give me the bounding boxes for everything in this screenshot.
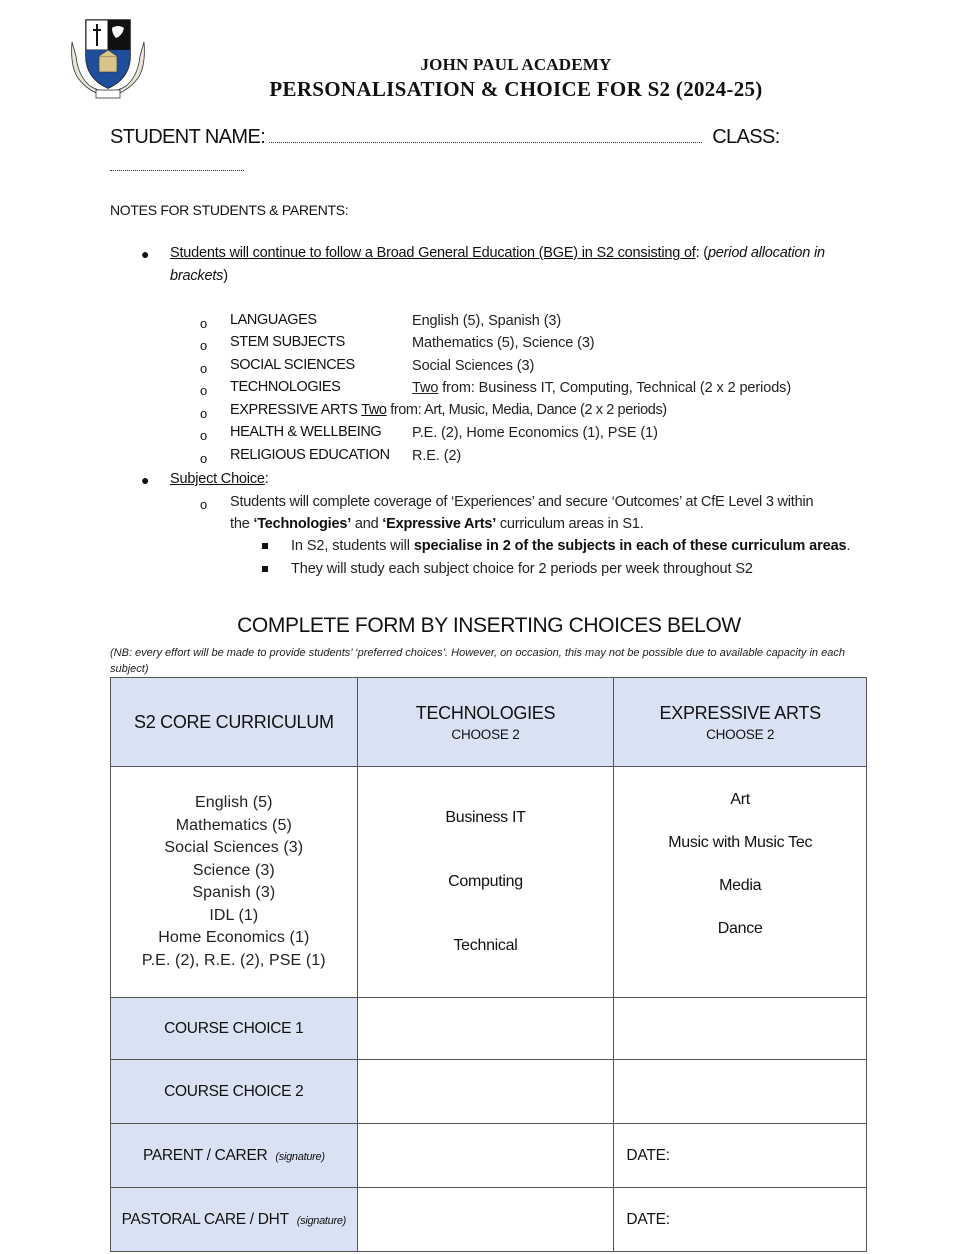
bullet-icon: ● bbox=[141, 472, 150, 488]
list-item: Spanish (3) bbox=[192, 884, 276, 901]
course-choice-2-arts-field[interactable] bbox=[614, 1060, 867, 1124]
pastoral-signature-field[interactable] bbox=[357, 1188, 614, 1252]
pastoral-care-label: PASTORAL CARE / DHT (signature) bbox=[111, 1188, 358, 1252]
subject-value: Two from: Business IT, Computing, Technical (2 x 2 periods) bbox=[412, 380, 792, 396]
subject-label: EXPRESSIVE ARTS Two from: Art, Music, Media, Dance (2 x 2 periods) bbox=[230, 402, 667, 418]
technologies-list bbox=[357, 767, 614, 998]
course-choice-2-technologies-field[interactable] bbox=[357, 1060, 614, 1124]
list-item: Science (3) bbox=[192, 861, 275, 879]
choices-table bbox=[110, 677, 867, 1252]
course-choice-2-label: COURSE CHOICE 2 bbox=[111, 1060, 358, 1124]
list-item: Art bbox=[730, 791, 750, 808]
list-item: Media bbox=[719, 877, 762, 894]
parent-carer-label: PARENT / CARER (signature) bbox=[111, 1124, 358, 1188]
list-item: Music with Music Tec bbox=[668, 834, 813, 851]
list-item: English (5) bbox=[195, 794, 273, 811]
parent-signature-field[interactable] bbox=[357, 1124, 614, 1188]
sub-bullet-icon: o bbox=[200, 451, 208, 466]
list-item: Business IT bbox=[445, 809, 526, 826]
student-row bbox=[110, 126, 780, 149]
coverage-text-2: the ‘Technologies’ and ‘Expressive Arts’ curriculum areas in S1. bbox=[230, 516, 644, 532]
subject-choice-label: Subject Choice: bbox=[170, 471, 269, 487]
square-bullet-icon bbox=[262, 566, 268, 572]
course-choice-1-arts-field[interactable] bbox=[614, 998, 867, 1060]
list-item: Mathematics (5) bbox=[175, 816, 292, 834]
specialise-text: In S2, students will specialise in 2 of the subjects in each of these curriculum areas. bbox=[291, 538, 851, 554]
header-core: S2 CORE CURRICULUM bbox=[111, 678, 358, 767]
subject-value: R.E. (2) bbox=[412, 448, 462, 464]
subject-value: Mathematics (5), Science (3) bbox=[412, 335, 595, 351]
student-name-label: STUDENT NAME: bbox=[110, 126, 266, 148]
header-expressive-arts: EXPRESSIVE ARTS CHOOSE 2 bbox=[614, 678, 867, 767]
list-item: Computing bbox=[448, 873, 523, 890]
course-choice-1-label: COURSE CHOICE 1 bbox=[111, 998, 358, 1060]
bullet-icon: ● bbox=[141, 246, 150, 262]
sub-bullet-icon: o bbox=[200, 383, 208, 398]
sub-bullet-icon: o bbox=[200, 406, 208, 421]
subject-value: English (5), Spanish (3) bbox=[412, 313, 562, 329]
form-heading: COMPLETE FORM BY INSERTING CHOICES BELOW bbox=[237, 614, 741, 637]
list-item: Home Economics (1) bbox=[158, 929, 310, 946]
sub-bullet-icon: o bbox=[200, 338, 208, 353]
subject-label: LANGUAGES bbox=[230, 312, 317, 328]
subject-label: SOCIAL SCIENCES bbox=[230, 357, 355, 373]
subject-value: Social Sciences (3) bbox=[412, 358, 535, 374]
parent-date-field[interactable]: DATE: bbox=[614, 1124, 867, 1188]
list-item: IDL (1) bbox=[209, 906, 259, 924]
list-item: Technical bbox=[453, 937, 518, 954]
student-name-field[interactable] bbox=[269, 142, 702, 143]
core-curriculum-list bbox=[111, 767, 358, 998]
notes-title: NOTES FOR STUDENTS & PARENTS: bbox=[110, 202, 349, 218]
subject-value: P.E. (2), Home Economics (1), PSE (1) bbox=[412, 425, 658, 441]
sub-bullet-icon: o bbox=[200, 361, 208, 376]
list-item: Dance bbox=[717, 920, 763, 937]
school-name: JOHN PAUL ACADEMY bbox=[420, 55, 612, 74]
expressive-arts-list bbox=[614, 767, 867, 998]
square-bullet-icon bbox=[262, 543, 268, 549]
subject-label: STEM SUBJECTS bbox=[230, 334, 345, 350]
pastoral-date-field[interactable]: DATE: bbox=[614, 1188, 867, 1252]
nb-note: (NB: every effort will be made to provide students’ ‘preferred choices’. However, on occasion, this may not be possible due to available capacity in each subject) bbox=[110, 647, 845, 675]
class-label: CLASS: bbox=[712, 126, 780, 148]
subject-label: HEALTH & WELLBEING bbox=[230, 424, 382, 440]
sub-bullet-icon: o bbox=[200, 497, 208, 512]
subject-label: RELIGIOUS EDUCATION bbox=[230, 447, 390, 463]
class-field[interactable] bbox=[110, 170, 244, 171]
sub-bullet-icon: o bbox=[200, 428, 208, 443]
header-technologies: TECHNOLOGIES CHOOSE 2 bbox=[357, 678, 614, 767]
course-choice-1-technologies-field[interactable] bbox=[357, 998, 614, 1060]
bge-intro-text: Students will continue to follow a Broad General Education (BGE) in S2 consisting of: (period allocation in brackets) bbox=[170, 245, 825, 284]
form-title: PERSONALISATION & CHOICE FOR S2 (2024-25) bbox=[269, 77, 763, 101]
subject-label: TECHNOLOGIES bbox=[230, 379, 341, 395]
sub-bullet-icon: o bbox=[200, 316, 208, 331]
study-text: They will study each subject choice for 2 periods per week throughout S2 bbox=[291, 561, 753, 577]
list-item: Social Sciences (3) bbox=[164, 839, 304, 856]
list-item: P.E. (2), R.E. (2), PSE (1) bbox=[141, 951, 326, 969]
coverage-text: Students will complete coverage of ‘Experiences’ and secure ‘Outcomes’ at CfE Level 3 within bbox=[230, 494, 814, 510]
